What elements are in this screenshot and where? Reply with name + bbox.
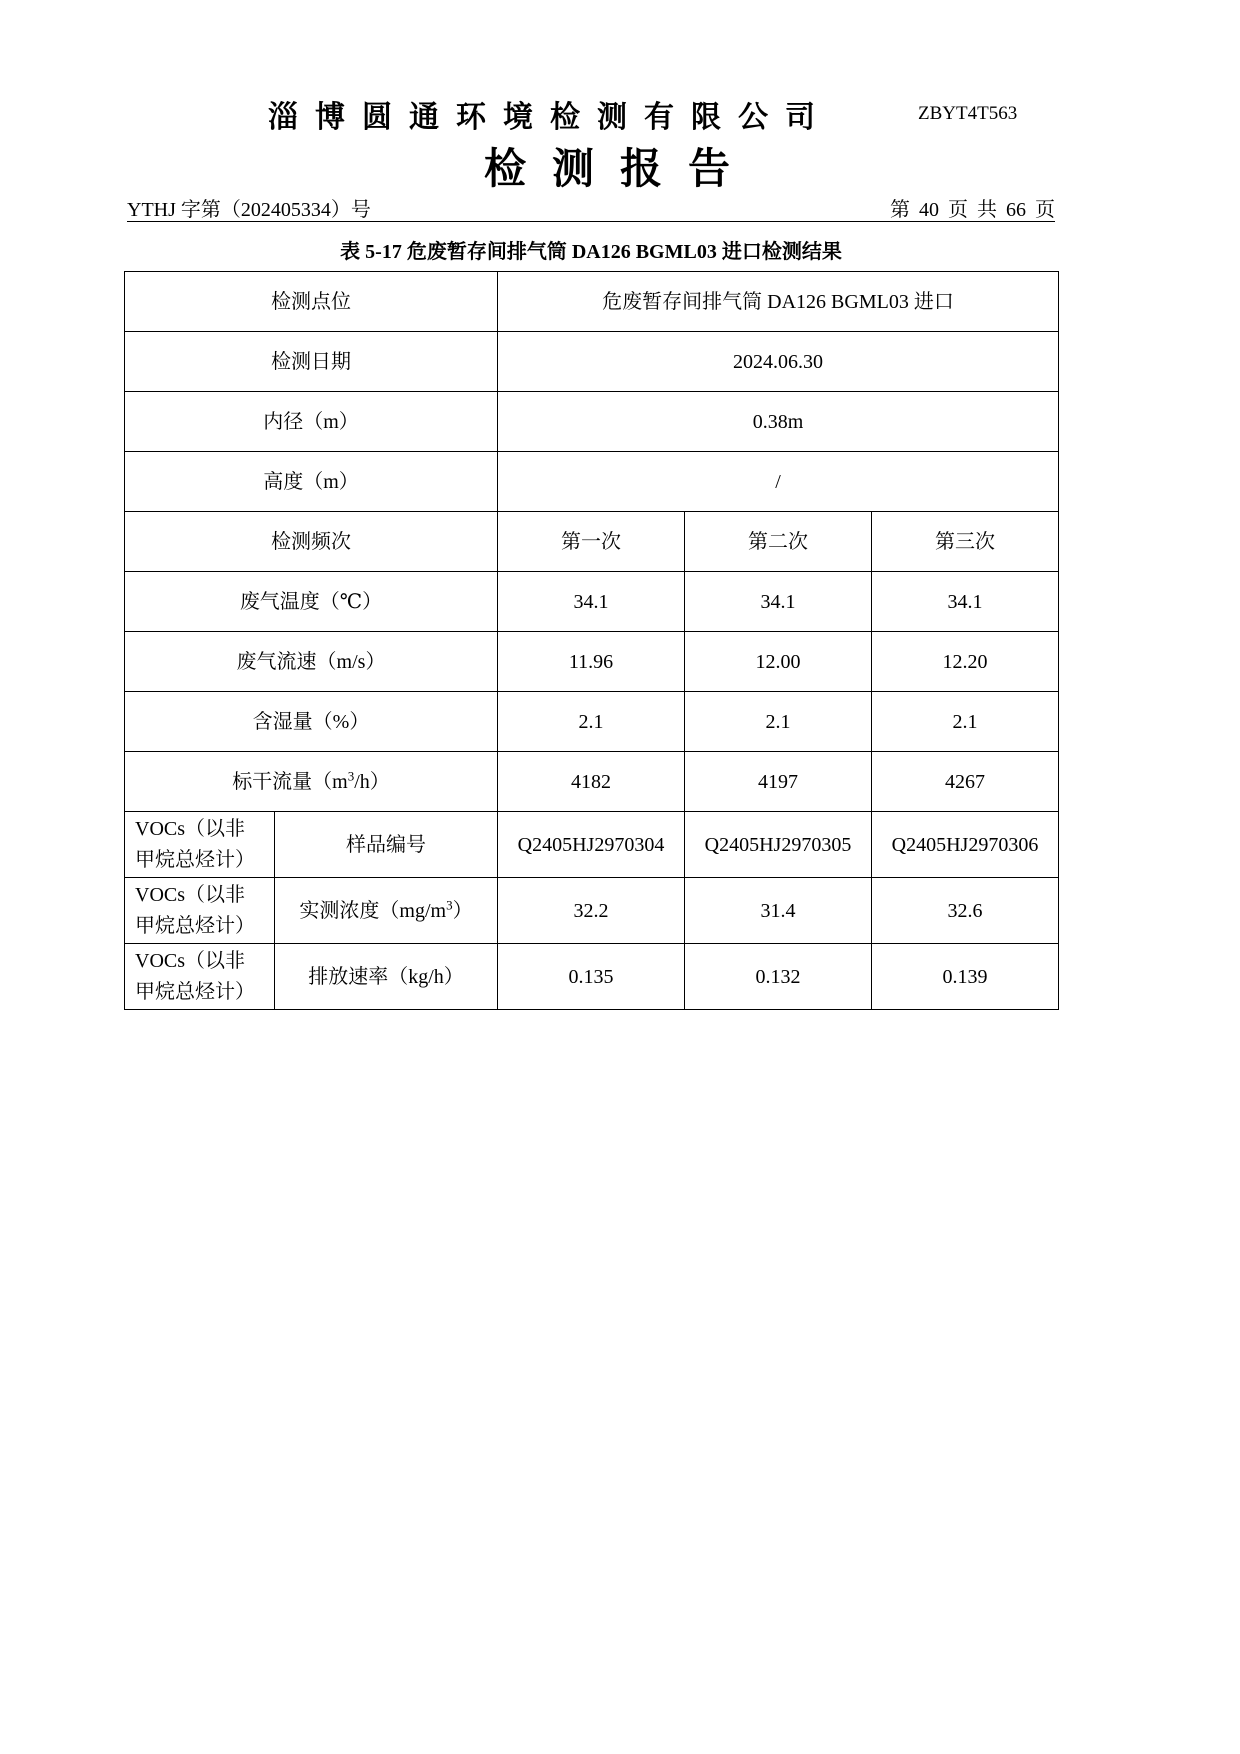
results-table bbox=[124, 271, 1059, 1010]
document-code: ZBYT4T563 bbox=[918, 103, 1018, 124]
table-caption: 表 5-17 危废暂存间排气筒 DA126 BGML03 进口检测结果 bbox=[340, 241, 842, 263]
frequency-1: 第一次 bbox=[498, 512, 685, 572]
voc-line-2: 甲烷总烃计） bbox=[135, 848, 255, 871]
frequency-2: 第二次 bbox=[685, 512, 872, 572]
voc-group-label bbox=[125, 944, 275, 1010]
cell-value: 0.139 bbox=[872, 944, 1059, 1010]
label-text: 实测浓度（mg/m bbox=[299, 899, 447, 922]
table-row bbox=[125, 452, 1059, 512]
cell-value: 2.1 bbox=[685, 692, 872, 752]
label-text: 标干流量（m bbox=[232, 770, 348, 793]
cell-value: 31.4 bbox=[685, 878, 872, 944]
voc-line-1: VOCs（以非 bbox=[135, 883, 246, 906]
voc-group-label bbox=[125, 878, 275, 944]
cell-value: 4182 bbox=[498, 752, 685, 812]
label-text: ） bbox=[452, 899, 473, 922]
cell-value: 2.1 bbox=[872, 692, 1059, 752]
row-label: 检测点位 bbox=[125, 272, 498, 332]
cell-value: 2.1 bbox=[498, 692, 685, 752]
row-value: 危废暂存间排气筒 DA126 BGML03 进口 bbox=[498, 272, 1059, 332]
table-row bbox=[125, 812, 1059, 878]
row-label: 高度（m） bbox=[125, 452, 498, 512]
row-value: 2024.06.30 bbox=[498, 332, 1059, 392]
label-superscript: 3 bbox=[347, 767, 355, 783]
cell-value: 11.96 bbox=[498, 632, 685, 692]
table-row bbox=[125, 632, 1059, 692]
row-value: 0.38m bbox=[498, 392, 1059, 452]
table-row bbox=[125, 512, 1059, 572]
row-label: 含湿量（%） bbox=[125, 692, 498, 752]
table-row bbox=[125, 878, 1059, 944]
cell-value: Q2405HJ2970305 bbox=[685, 812, 872, 878]
cell-value: 4197 bbox=[685, 752, 872, 812]
company-name: 淄博圆通环境检测有限公司 bbox=[268, 100, 832, 135]
row-label bbox=[275, 878, 498, 944]
row-label: 样品编号 bbox=[275, 812, 498, 878]
label-text: /h） bbox=[354, 770, 390, 793]
table-row bbox=[125, 332, 1059, 392]
report-number: YTHJ 字第（202405334）号 bbox=[127, 199, 371, 221]
row-label: 排放速率（kg/h） bbox=[275, 944, 498, 1010]
cell-value: 32.2 bbox=[498, 878, 685, 944]
cell-value: 34.1 bbox=[498, 572, 685, 632]
cell-value: Q2405HJ2970304 bbox=[498, 812, 685, 878]
cell-value: Q2405HJ2970306 bbox=[872, 812, 1059, 878]
cell-value: 0.135 bbox=[498, 944, 685, 1010]
voc-line-1: VOCs（以非 bbox=[135, 949, 246, 972]
table-row bbox=[125, 572, 1059, 632]
table-row bbox=[125, 692, 1059, 752]
voc-line-1: VOCs（以非 bbox=[135, 817, 246, 840]
cell-value: 12.20 bbox=[872, 632, 1059, 692]
voc-line-2: 甲烷总烃计） bbox=[135, 914, 255, 937]
cell-value: 12.00 bbox=[685, 632, 872, 692]
voc-line-2: 甲烷总烃计） bbox=[135, 980, 255, 1003]
row-label: 内径（m） bbox=[125, 392, 498, 452]
cell-value: 34.1 bbox=[685, 572, 872, 632]
row-label: 检测频次 bbox=[125, 512, 498, 572]
table-row bbox=[125, 392, 1059, 452]
cell-value: 32.6 bbox=[872, 878, 1059, 944]
row-label: 废气温度（℃） bbox=[125, 572, 498, 632]
cell-value: 34.1 bbox=[872, 572, 1059, 632]
header-divider bbox=[127, 221, 1055, 222]
label-superscript: 3 bbox=[446, 896, 453, 912]
cell-value: 0.132 bbox=[685, 944, 872, 1010]
frequency-3: 第三次 bbox=[872, 512, 1059, 572]
report-title: 检测报告 bbox=[483, 144, 756, 193]
page-info: 第 40 页 共 66 页 bbox=[890, 199, 1055, 221]
table-row bbox=[125, 944, 1059, 1010]
row-label bbox=[125, 752, 498, 812]
voc-group-label bbox=[125, 812, 275, 878]
row-value: / bbox=[498, 452, 1059, 512]
row-label: 废气流速（m/s） bbox=[125, 632, 498, 692]
cell-value: 4267 bbox=[872, 752, 1059, 812]
table-row bbox=[125, 752, 1059, 812]
table-row bbox=[125, 272, 1059, 332]
row-label: 检测日期 bbox=[125, 332, 498, 392]
